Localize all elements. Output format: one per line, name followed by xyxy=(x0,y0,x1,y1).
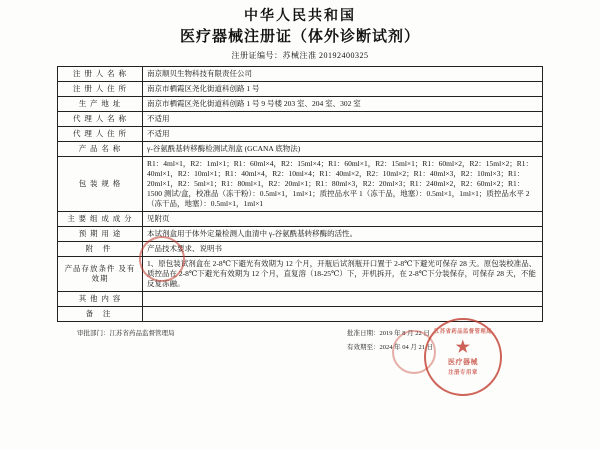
row-label-product-name: 产 品 名 称 xyxy=(58,142,143,157)
certificate-header xyxy=(0,0,600,61)
row-label-production-address: 生 产 地 址 xyxy=(58,97,143,112)
seal-star-icon: ★ xyxy=(455,339,471,356)
table-row xyxy=(58,212,543,227)
row-value-agent-name: 不适用 xyxy=(143,112,543,127)
row-value-production-address: 南京市栖霞区尧化街道科创路 1 号 9 号楼 203 室、204 室、302 室 xyxy=(143,97,543,112)
table-row xyxy=(58,242,543,257)
seal-middle-text: 医疗器械 xyxy=(448,358,478,366)
row-label-packaging-spec: 包 装 规 格 xyxy=(58,157,143,212)
table-row-packaging-spec xyxy=(58,157,543,212)
certificate-footer xyxy=(57,328,543,358)
country-title: 中华人民共和国 xyxy=(244,9,356,24)
certificate-title: 医疗器械注册证（体外诊断试剂） xyxy=(179,29,420,45)
row-label-other-content: 其 他 内 容 xyxy=(58,292,143,307)
row-label-attachments: 附 件 xyxy=(58,242,143,257)
registration-number: 注册证编号：苏械注准 20192400325 xyxy=(231,51,369,60)
table-row xyxy=(58,307,543,322)
row-label-registrant-address: 注 册 人 住 所 xyxy=(58,82,143,97)
row-value-attachments: 产品技术要求、说明书 xyxy=(143,242,543,257)
row-value-storage: 1、原包装试剂盒在 2-8℃下避光有效期为 12 个月，开瓶后试剂瓶开口置于 2-8℃下避光可保存 28 天。原包装校准品、质控品在 2-8℃下避光有效期为 12 个月，直复溶（18-25℃）下，开机拆开，在 2-8℃下分装保存，可保存 28 天，不能反复冻融。 xyxy=(143,257,543,292)
table-row-storage xyxy=(58,257,543,292)
valid-until-date: 有效期至：2024 年 04 月 21 日 xyxy=(347,344,434,351)
row-label-main-components: 主 要 组 成 成 分 xyxy=(58,212,143,227)
table-row xyxy=(58,227,543,242)
table-row xyxy=(58,82,543,97)
table-row xyxy=(58,142,543,157)
row-label-agent-name: 代 理 人 名 称 xyxy=(58,112,143,127)
row-value-packaging-spec: R1：4ml×1，R2：1ml×1；R1：60ml×4，R2：15ml×4；R1：60ml×1，R2：15ml×1；R1：60ml×2，R2：15ml×2；R1：40ml×1，R2：10ml×1；R1：40ml×4，R2：10ml×4；R1：40ml×2，R2：10ml×2；R1：40ml×3，R2：10ml×3；R1：20ml×1，R2：5ml×1；R1：80ml×1，R2：20ml×1；R1：80ml×3，R2：20ml×3；R1：240ml×2，R2：60ml×2；R1：1500 测试/盒，校准品（冻干粉）：0.5ml×1，1ml×1；质控品水平 1（冻干品，地塞）：0.5ml×1，1ml×1；质控品水平 2（冻干品，地塞）：0.5ml×1，1ml×1 xyxy=(143,157,543,212)
row-value-product-name: γ-谷氨酰基转移酶检测试剂盒 (GCANA 底物法) xyxy=(143,142,543,157)
certificate-table xyxy=(57,66,543,322)
row-label-agent-address: 代 理 人 住 所 xyxy=(58,127,143,142)
seal-arc-text: 江苏省药品监督管理局 xyxy=(434,329,492,335)
row-label-storage: 产品存放条件 及有效期 xyxy=(58,257,143,292)
row-label-intended-use: 预 期 用 途 xyxy=(58,227,143,242)
table-row xyxy=(58,97,543,112)
table-row xyxy=(58,127,543,142)
issue-date: 批准日期：2019 年 8 月 22 日 xyxy=(347,330,430,337)
table-row xyxy=(58,292,543,307)
row-value-agent-address: 不适用 xyxy=(143,127,543,142)
row-value-registrant-name: 南京顺贝生物科技有限责任公司 xyxy=(143,67,543,82)
row-value-remarks xyxy=(143,307,543,322)
seal-bottom-text: 注册专用章 xyxy=(448,370,478,376)
row-value-other-content xyxy=(143,292,543,307)
row-label-registrant-name: 注 册 人 名 称 xyxy=(58,67,143,82)
row-label-remarks: 备 注 xyxy=(58,307,143,322)
row-value-registrant-address: 南京市栖霞区尧化街道科创路 1 号 xyxy=(143,82,543,97)
issuing-authority: 审批部门：江苏省药品监督管理局 xyxy=(77,330,175,337)
table-row xyxy=(58,67,543,82)
row-value-main-components: 见附页 xyxy=(143,212,543,227)
row-value-intended-use: 本试剂盒用于体外定量检测人血清中 γ-谷氨酰基转移酶的活性。 xyxy=(143,227,543,242)
table-row xyxy=(58,112,543,127)
